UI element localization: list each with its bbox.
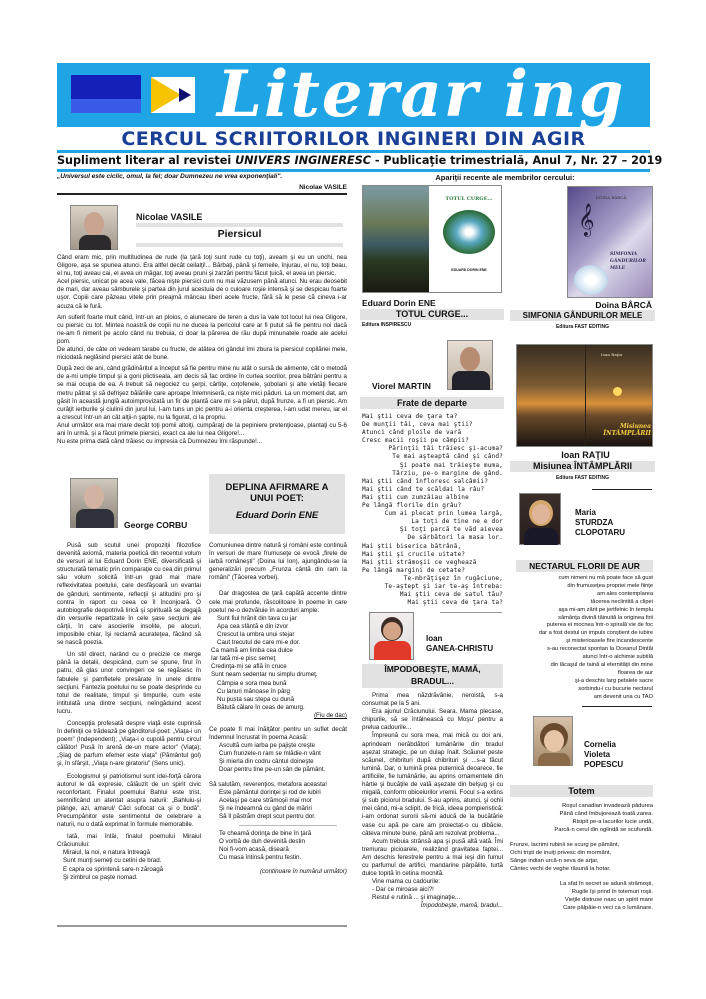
poem-line: Sunt neam sedentar nu simplu drumeţ.: [211, 671, 318, 679]
poem-line: De munţii tăi, ceva mai ştii?: [362, 421, 473, 429]
cover-author: Ioan Raţiu: [601, 352, 623, 357]
article-title: ÎMPODOBEŞTE, MAMĂ, BRADUL...: [362, 664, 503, 688]
paragraph: Un stil direct, narând cu o precizie ce merge până la detalii, despicând, cum se spune, firul în patru, dă glas unor convingeri ce se regăsesc în fabulele şi pamfletele presărate în unele dintre secţiuni. Fantezia poetului nu se poate desprinde cu totul de realitate, timpul şi timpurile, cum este intitulată una dintre secţiuni, neîngăduind acest lucru.: [57, 651, 201, 715]
article-body-corbu-col2: [209, 542, 347, 876]
motto-quote: „Universul este ciclic, omul, la fel; doar Dumnezeu ne vrea exponenţiali".: [57, 173, 283, 180]
poem-line: Este pământul dorinţei şi rod de iubiri: [219, 788, 321, 796]
book-publisher: Editura FAST EDITING: [555, 475, 610, 481]
poem-line: Pe lângă florile din grâu?: [362, 502, 462, 510]
poem-line: Câmpia e sora mea bună: [217, 679, 287, 687]
poem-line: Sunt munţi semeţi cu cetini de brad.: [63, 857, 162, 865]
poem-line: şi-a deschis larg petalele sacre: [574, 677, 653, 684]
cover-title: SIMFONIA GÂNDURILOR MELE: [610, 252, 646, 271]
paragraph: După zeci de ani, când grădinăritul a început să fie pentru mine nu atât o sursă de alimente, cât o metodă de a-mi umple timpul şi a goni plictiseala, am decis să fac ordine în curtea socrilor, prea bătrâni pentru a se mai ocupa de ea. A trebuit să negociez cu şerpi, cârtiţe, coţofenele, şobolani şi alte vietăţi fiecare metru pătrat şi să defrişez bălăriile care aproape înlemniseră, ca nişte mici păduri. La un moment dat, am găsit în această junglă autoimprovizată un fir de plantă care mi s-a părut, după frunze, a fi un piersic. Am curăţit ierburile şi ciulinii din jurul lui, l-am tuns un pic pentru a-i orienta creşterea, l-am udat mereu, iar el a crescut într-un an cât alţii-n şapte, nu la figurat, ci la propriu.: [57, 365, 347, 421]
section-divider: [57, 193, 347, 195]
poem-line: Cântec vechi de veghe răsună la hotar.: [510, 866, 611, 872]
author-photo-vasile: [70, 205, 118, 250]
poem-line: puterea ei mocnea într-o spirală vie de foc: [546, 622, 653, 629]
poem-line: am ales contemplarea: [597, 590, 653, 597]
poem-line: Noi fi-vom acasă, diseară: [219, 846, 289, 854]
poem-line: Vieţile distruse nasc un spirit mare: [564, 897, 653, 903]
recent-heading: Apariţii recente ale membrilor cercului:: [435, 173, 575, 182]
poem-line: Doar pentru tine pe-un sân de pământ.: [219, 766, 326, 774]
paragraph: Să salutăm, reverenţios, metafora aceasta!: [209, 780, 327, 788]
poem-excerpt: [209, 789, 347, 821]
book-title: SIMFONIA GÂNDURILOR MELE: [510, 310, 655, 321]
magazine-name: UNIVERS INGINERESC: [235, 154, 371, 167]
paragraph: Pusă sub scutul unei propoziţii filozofice devenită axiomă, materia poetică din recentul volum de versuri al lui Eduard Dorin ENE, diversificată şi structurată tematic prin comparaţie cu cea din primul său volum solicită într-un grad mai mare reflexivitatea poetului, care desfăşoară un evantai de gânduri, sentimente, reflecţii şi atitudini pro şi contra în raport cu ceea ce îl înconjoară. O autobiografie deopotrivă lirică şi spirituală se degajă din versurile repartizate în cele şase secţiuni ale cărţii, în care asocierile insolite, pe alocuri, imposibile chiar, îşi reclamă acurateţea, făcând să se nască poezia.: [57, 542, 201, 647]
book-cover-misiunea: [516, 344, 653, 447]
poem-line: La sfat în secret se adună strămoşii,: [559, 881, 653, 887]
dialog-line: - Dar ce miroase aici?!: [372, 886, 434, 894]
poem-line: Te-aştept şi iar te-aş întreba:: [384, 582, 503, 590]
poem-line: Ca mamă am limba cea dulce: [211, 647, 293, 655]
paragraph: Anul următor era mai mare decât toţi pomii altoiţi, cumpăraţi de la pepiniere pretenţioase, plantaţi cu 5-6 ani în urmă, şi a făcut primele piersici, exact ca ale lui nea Gligore!...: [57, 421, 347, 437]
poem-line: La toţi de tine ne e dor: [411, 518, 503, 526]
poem-line: De sărbători la masa lor.: [407, 534, 503, 542]
paragraph: Dar dragostea de ţară capătă accente dintre cele mai profunde, răscolitoare în poeme în care poetul ne-o dezvăluie în acorduri ample:: [209, 590, 347, 614]
poem-line: Cresc macii roşii pe câmpii?: [362, 437, 469, 445]
book-title: TOTUL CURGE...: [360, 309, 504, 320]
dialog-line: Vine mama cu cadourile:: [372, 878, 440, 886]
poem-line: E capra ce sprintenă sare-n zăroagă: [63, 865, 164, 873]
paragraph: Acum trebuia strânsă apa şi pusă altă vată. Îmi tremurau picioarele, realizând gravitatea faptei... Am deschis ferestrele pentru a mai ieşi din fumul cu parfumul de artifici, mandarine pârpălite, turtă dulce topită în cetina mocnită.: [362, 837, 503, 878]
poem-line: Risipit pe-a lacurilor lucie undă,: [572, 819, 653, 825]
poem-line: Mai ştii ceva de ţara ta?: [362, 413, 458, 420]
author-first-name: Ioan: [426, 634, 443, 643]
poem-line: Mai ştii biserica bătrână,: [362, 542, 462, 550]
poem-line: Cum frunzele-n ram se mlădie-n vânt: [219, 750, 321, 758]
poem-line: sămânţa divină tăinuită la originea firii: [558, 614, 653, 621]
book-cover-simfonia: [567, 186, 653, 298]
author-first-name: Cornelia: [584, 740, 617, 749]
book-cover-totul-curge: [362, 185, 502, 293]
author-name: [426, 634, 493, 654]
poem-line: Mai ştii când înfloresc salcâmii?: [362, 477, 489, 485]
author-last-name: POPESCU: [584, 760, 624, 769]
poem-line: Atunci când ploile de vară: [362, 429, 462, 437]
poem-line: Târziu, pe-o margine de gând.: [392, 469, 503, 477]
book-author: Doina BÂRCĂ: [595, 300, 652, 310]
poem-line: atunci într-o alchimie subtilă: [582, 654, 653, 661]
treble-clef-icon: 𝄞: [578, 203, 595, 236]
headline: DEPLINA AFIRMARE A UNUI POET:: [225, 482, 329, 504]
poem-line: Care pâlpâie-n veci ca o lumânare.: [563, 905, 653, 911]
poem-line: Apa cea sfântă e din izvor: [217, 622, 289, 630]
author-photo-sturdza: [519, 493, 561, 545]
poem-line: Părinţii tăi trăiesc şi-acuma?: [388, 445, 503, 453]
poem-line: Sunt fiul hrănit din tava cu jar: [217, 614, 297, 622]
poem-line: Te cheamă dorinţa de bine în ţară: [219, 830, 312, 837]
paragraph: De atunci, de câte ori vedeam tarabe cu fructe, de atâtea ori gândul îmi zbura la piersicul copilăriei mele, niciodată neglăsind piersici atât de bune.: [57, 346, 347, 362]
book-title: Misiunea ÎNTÂMPLĂRII: [510, 461, 655, 472]
poem-line: Ochi trişti de inuiţi privesc din mormânt,: [510, 850, 612, 856]
poem-line: Miraiul, la noi, e natura întreagă: [63, 849, 151, 857]
poem-line: Crescut la umbra unui stejar: [217, 630, 295, 638]
paragraph: Când eram mic, prin multitudinea de rude (la ţară toţi sunt rude cu toţi), aveam şi eu un unchi, nea Gligore, aşa se spunea atunci. Era altfel decât ceilalţi!... Bărbaţi, până şi femeile, înjurau, el nu, toţi beau, el nu, toţi aveau cai, el avea un măgar, toţi aveau pruni şi zarzări pentru făcut ţuică, el avea un piersic.: [57, 254, 347, 278]
poem-nectarul: [510, 575, 653, 702]
book-author: Ioan RAŢIU: [561, 450, 610, 460]
stanza-divider: [239, 825, 337, 826]
poem-line: Nu pusta sau stepa cu dună: [217, 695, 295, 703]
paragraph: Ce poate fi mai înălţător pentru un suflet decât îndemnul încrustat în poema Acasă:: [209, 725, 347, 742]
poem-line: Mai ştii strămoşii ce veghează: [362, 558, 477, 566]
article-title: Piersicul: [217, 228, 262, 240]
poem-line: Mai ştii ceva de satul tău?: [399, 591, 503, 599]
book-publisher: Editura FAST EDITING: [555, 324, 610, 330]
section-divider: [592, 489, 652, 490]
poem-title: Frate de departe: [360, 397, 504, 409]
poem-line: Şi ne îndeamnă cu gând de măriri: [219, 804, 312, 812]
stanza: [510, 802, 653, 834]
poem-line: Te mai aşteaptă când şi când?: [392, 453, 503, 461]
header-rule: [57, 169, 650, 172]
headline-poet: Eduard Dorin ENE: [235, 510, 319, 521]
author-name: [575, 508, 625, 538]
author-name: Nicolae VASILE: [136, 212, 203, 222]
poem-excerpt: [209, 615, 347, 712]
author-name: [584, 740, 623, 770]
poem-line: Mai ştii şi crucile uitate?: [362, 550, 466, 558]
stanza: [510, 880, 653, 912]
poem-line: Caut trecutul de care mi-e dor.: [217, 639, 301, 647]
paragraph: Acel piersic, unicat pe acea vale, făcea nişte piersici cum nu mai văzusem până atunci. Nu erau deosebit de mari, dar aveau sâmburele şi partea din jurul acestuia de o culoare roşie intensă şi se despicau foarte uşor. Copiii care păzeau vitele prin preajmă mâncau liberi acele fructe, fără să le pese că cineva i-ar acuza că le fură.: [57, 278, 347, 310]
author-name: Viorel MARTIN: [372, 381, 431, 391]
paragraph: Am suferit foarte mult când, într-un an ploios, o alunecare de teren a dus la vale tot locul lui nea Gligore, cu piersic cu tot. Mintea noastră de copii nu ne ducea la pericolul care ar fi putut să fie pentru noi dacă ne-am fi nimerit pe acolo când nu trebuia, ci doar la părerea de rău după minunatele roade ale acelui pom.: [57, 313, 347, 345]
poem-line: Cu masa întinsă pentru festin.: [219, 854, 302, 862]
author-first-name: Maria: [575, 508, 596, 517]
section-divider: [57, 925, 347, 927]
poem-excerpt: [57, 849, 201, 881]
headline-box: [209, 474, 345, 534]
poem-line: din frumuseţea propriei mele fiinţe: [567, 582, 653, 589]
article-body-corbu-col1: [57, 542, 201, 882]
poem-line: am devenit una cu TAO: [593, 693, 653, 700]
poem-frate-de-departe: [362, 413, 503, 607]
poem-source: (Fiu de dac): [313, 711, 347, 719]
supplement-prefix: Supliment literar al revistei: [57, 154, 236, 167]
stanza: [510, 841, 653, 873]
poem-line: Te-mbrăţişez în rugăciune,: [403, 574, 503, 582]
section-divider: [582, 706, 652, 707]
book-publisher: Editura INSPIRESCU: [362, 322, 412, 328]
author-name: George CORBU: [124, 520, 188, 530]
circle-title: CERCUL SCRIITORILOR INGINERI DIN AGIR: [121, 128, 586, 150]
poem-line: Bătută călare în ceas de amurg.: [217, 703, 305, 711]
motto-author: Nicolae VASILE: [299, 184, 347, 191]
poem-line: din lăcaşul de taină al eternităţii din mine: [550, 661, 653, 668]
poem-line: şi misterioasele fire incandescente: [566, 638, 653, 645]
poem-totem: [510, 802, 653, 912]
author-last-name: STURDZA: [575, 518, 614, 527]
author-middle-name: Violeta: [584, 750, 611, 759]
title-bar: [136, 223, 343, 227]
poem-line: Până când îmbujorează toată zarea.: [559, 811, 653, 817]
header-rule: [57, 150, 650, 153]
poem-line: Şi poate mai trăieşte muma,: [399, 461, 503, 469]
poem-line: cum nimeni nu mă poate face să gust: [558, 575, 653, 581]
poem-line: tăcerea neclintită a clipei: [590, 598, 653, 605]
poem-line: Acelaşi pe care strămoşii mai mor: [219, 796, 312, 804]
cover-title: TOTUL CURGE...: [445, 196, 493, 202]
paragraph: Prima mea năzdrăvănie, neroistă, s-a consumat pe la 5 ani.: [362, 692, 503, 708]
poem-excerpt: [209, 742, 347, 774]
paragraph: Nu este prima dată când trăiesc cu impresia că Dumnezeu îmi răspunde!...: [57, 438, 262, 446]
paragraph: Ecologismul şi patriotismul sunt idei-forţă cărora autorul le dă expresie, călăuzit de un spirit civic reconfortant. Finalul poemului Bahlui este trist, semnificând un atentat asupra naturii: „Bahluiu-şi plânge, azi, amarul/ Căci sufocat ca şi o budă". Precumpănitor este sentimentul de celebrare a naturii, nu o dată exprimat în formule memorabile.: [57, 772, 201, 829]
cover-author: EDUARD DORIN ENE: [451, 268, 487, 272]
issue-info: - Publicaţie trimestrială, Anul 7, Nr. 27 – 2019: [370, 154, 663, 167]
masthead-banner: [57, 57, 650, 132]
poem-line: Ascultă cum iarba pe pajişte creşte: [219, 742, 315, 750]
closing-line: Împodobeşte, mamă, bradul...: [420, 902, 503, 910]
poem-line: Cum ai plecat prin lumea largă,: [384, 510, 503, 518]
poem-line: Parcă-n cerul din oglindă se scufundă.: [554, 827, 653, 833]
poem-line: Pe lângă margini de cetate?: [362, 566, 466, 574]
flag-logo-icon: [71, 75, 141, 113]
paragraph: Era ajunul Crăciunului. Seara. Mama plecase, chipurile, să se întâlnească cu Moşu' pentru a prelua cadourile...: [362, 708, 503, 732]
publication-logo: Literar ing: [217, 57, 626, 132]
poem-line: Şi toţi parcă te văd aievea: [399, 526, 503, 534]
paragraph: Concepţia profesată despre viaţă este cuprinsă în definiţii ce trădează pe gânditorul-poet: „Viaţa-i un poem" (Independent); „Viaţa-i o cupolă pentru circul călător! Pusă în arenă de-un mare actor" (Viaţa); „Şiag de parfum efemer este viaţa" (Pământul gol) şi, în sfârşit, „Viaţa n-are giratoriu" (Sens unic).: [57, 719, 201, 768]
paragraph: Iată, mai întâi, finalul poemului Miraiul Crăciunului:: [57, 833, 201, 849]
supplement-line: [57, 154, 663, 167]
poem-line: dar a fost destul un impuls conştient de iubire: [538, 630, 653, 637]
poem-line: Mai ştii cum zumzăiau albine: [362, 493, 469, 501]
article-body-piersicul: [57, 254, 347, 446]
poem-line: Cu lanuri mănoase în pârg: [217, 687, 290, 695]
poem-line: Să îl păstrăm drept scut pentru dor.: [219, 812, 316, 820]
continuation-note: (continuare în numărul următor): [259, 868, 347, 876]
pencil-tip-icon: [151, 77, 195, 113]
poem-line: sorbindu-i cu bucurie nectarul: [578, 685, 653, 692]
poem-line: Rugile îşi prind în totemuri roşii.: [571, 889, 653, 895]
paragraph: Împreună cu sora mea, mai mică cu doi ani, aprindeam nerăbdători lumânările din bradul aşezat strategic, pe un dulap înalt. Scăunel peste scăunel, chibrituri după chibrituri şi ...s-a făcut lumină. Dar, o lumină prea puternică deoarece, fie artificiile, fie lumânările, au aprins ornamentele din hârtie şi bucăţile de vată aşezate din belşug şi cu migală, conform obiceiurilor vremii. Focul s-a extins şi sub piciorul bradului. S-au aprins, atunci, şi ochii mei când, mi-a sclipit, de frică, ideea pompieristică: i-am ordonat surorii să-mi aducă de la bucătărie vase cu apă pe care am proiectat-o cu dibăcie, câteva minute bune, până am rezolvat problema...: [362, 732, 503, 837]
author-last-name: GANEA-CHRISTU: [426, 644, 494, 653]
poem-line: Mai ştii când te scăldai la râu?: [362, 485, 485, 493]
author-photo-ganea: [369, 612, 414, 660]
poem-line: O vorbă de duh devenită destin: [219, 838, 305, 846]
poem-line: Iar tată mi-e pisc semeţ: [211, 655, 276, 663]
author-photo-popescu: [533, 716, 573, 766]
dialog-line: Restul e rutină ... şi imaginaţie...: [372, 894, 461, 902]
cover-author: DOINA BÂRCĂ: [595, 195, 627, 200]
author-photo-corbu: [70, 478, 118, 528]
poem-line: Sânge indian urcă-n seva de arţar,: [510, 858, 599, 864]
title-bar: [136, 243, 343, 247]
author-photo-martin: [447, 340, 493, 390]
article-body-ganea: [362, 692, 503, 911]
poem-excerpt: [209, 830, 347, 862]
poem-line: Mai ştii ceva de ţara ta?: [407, 599, 503, 607]
poem-line: Credinţa-mi se află în cruce: [211, 663, 287, 671]
poem-line: Roşul canadian invadează pădurea: [562, 803, 653, 809]
poem-line: Frunze, lacrimi rubinii se scurg pe pământ,: [510, 842, 620, 848]
poem-line: s-au reconectat spontan la Oceanul Dintâi: [547, 646, 653, 653]
book-author: Eduard Dorin ENE: [362, 298, 436, 308]
cover-title: Misiunea ÎNTÂMPLĂRII: [603, 423, 651, 437]
poem-line: aşa mi-am zărit pe jertfelnic în templu: [558, 606, 653, 613]
poem-title: NECTARUL FLORII DE AUR: [516, 560, 653, 572]
section-divider: [440, 612, 502, 613]
poem-line: floarea de aur: [617, 669, 653, 676]
poem-line: Şi mierla din codru cântul doineşte: [219, 758, 314, 766]
author-last-name: CLOPOTARU: [575, 528, 626, 537]
poem-title: Totem: [510, 785, 653, 797]
poem-line: Şi zimbrul ce paşte nomad.: [63, 873, 138, 881]
paragraph: Comuniunea dintre natură şi români este continuă în versuri de mare frumuseţe ce evocă „firele de iarbă româneşti" (Doina lui Ion), ajungându-se la generalizări precum „Frunza cântă din ram la români" (Tăcerea vorbei).: [209, 542, 347, 582]
